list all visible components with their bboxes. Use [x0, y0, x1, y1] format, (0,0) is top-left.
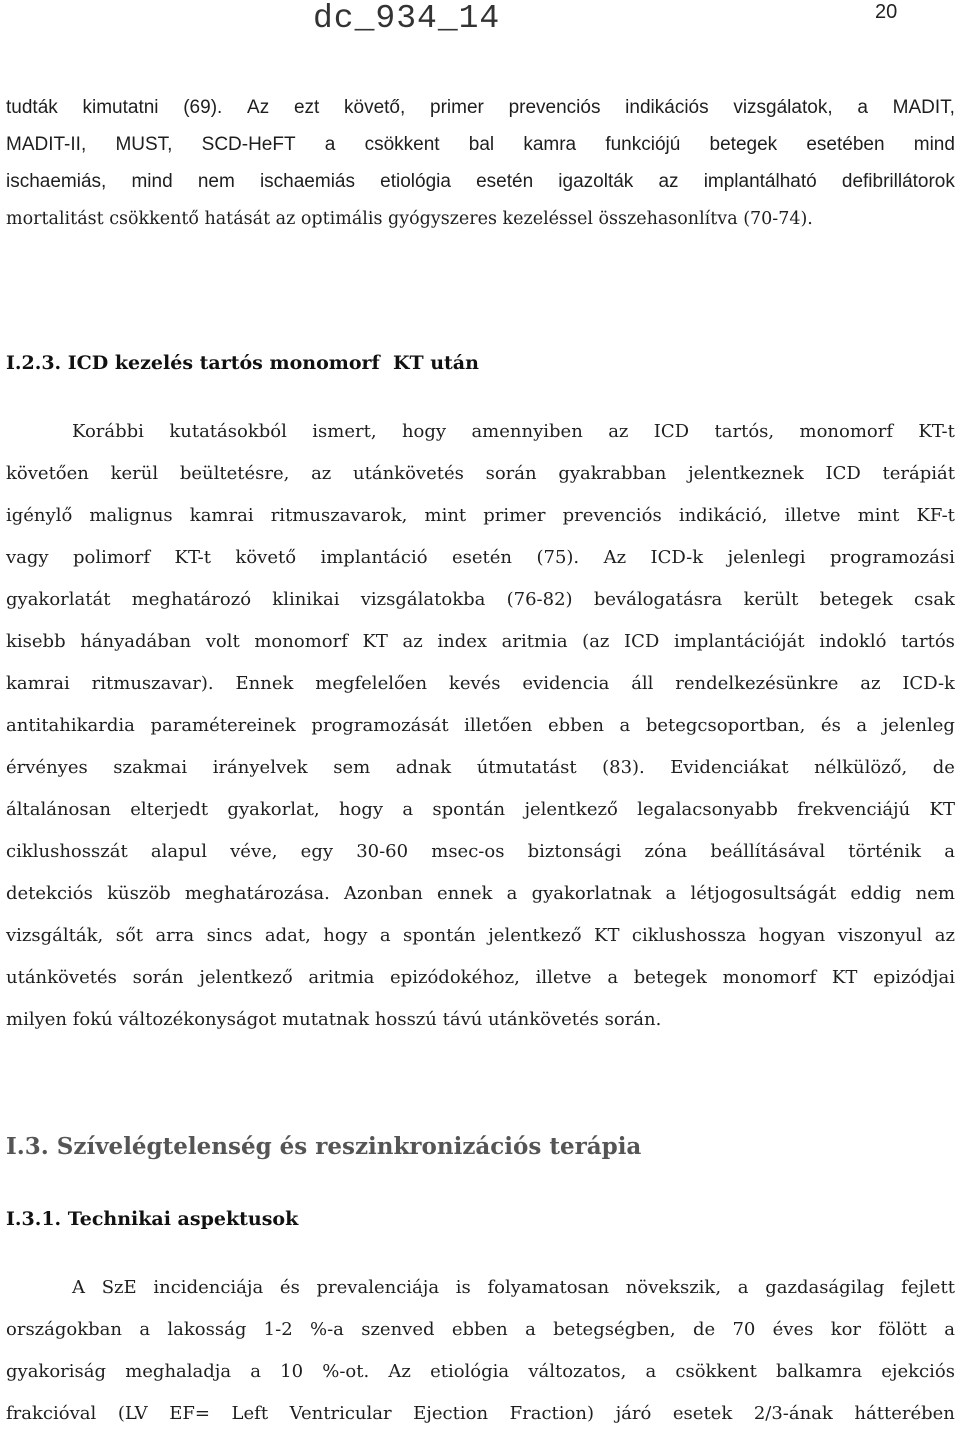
- word: folyamatosan: [487, 1276, 610, 1298]
- word: jelenleg: [882, 714, 955, 736]
- word: Ventricular: [289, 1402, 392, 1424]
- word: lakosság: [167, 1318, 247, 1340]
- text-line: [6, 872, 955, 914]
- word: (69).: [183, 96, 223, 118]
- word: de: [692, 1318, 716, 1340]
- word: a: [607, 966, 619, 988]
- word: az: [860, 672, 881, 694]
- word: az: [311, 462, 332, 484]
- text-line: [6, 830, 955, 872]
- section-heading-i31: I.3.1. Technikai aspektusok: [6, 1208, 299, 1230]
- word: zóna: [644, 840, 688, 862]
- word: beválogatásra: [593, 588, 723, 610]
- word: 30-60: [356, 840, 409, 862]
- word: jelentkező: [199, 966, 293, 988]
- word: malignus: [89, 504, 173, 526]
- word: arra: [155, 924, 195, 946]
- word: programozását: [311, 714, 449, 736]
- word: epizódjai: [873, 966, 955, 988]
- word: implantációját: [673, 630, 805, 652]
- word: incidenciája: [153, 1276, 264, 1298]
- paragraph-icd: [6, 410, 955, 1040]
- word: de: [932, 756, 955, 778]
- word: Fraction): [509, 1402, 594, 1424]
- word: epizódokéhoz,: [390, 966, 520, 988]
- word: kamrai: [6, 672, 70, 694]
- word: monomorf: [799, 420, 894, 442]
- word: az: [402, 630, 423, 652]
- word: ciklushossza: [631, 924, 747, 946]
- word: legalacsonyabb: [637, 798, 778, 820]
- word: küszöb: [107, 882, 171, 904]
- word: MADIT-II,: [6, 133, 87, 155]
- word: jelenlegi: [727, 546, 806, 568]
- word: meghatározása.: [184, 882, 330, 904]
- text-line: [6, 620, 955, 662]
- word: követő: [235, 546, 297, 568]
- word: gazdaságilag: [765, 1276, 885, 1298]
- word: frekvenciájú: [797, 798, 911, 820]
- text-line: [6, 410, 955, 452]
- text-line: [6, 536, 955, 578]
- word: illetve: [784, 504, 841, 526]
- word: csak: [914, 588, 955, 610]
- word: követően: [6, 462, 89, 484]
- word: Korábbi: [72, 420, 144, 442]
- word: defibrillátorok: [841, 170, 955, 192]
- text-line: [6, 746, 955, 788]
- word: kimutatni: [82, 96, 159, 118]
- word: a: [856, 714, 868, 736]
- word: során: [132, 966, 184, 988]
- paragraph-intro: [6, 89, 955, 237]
- word: spontán: [432, 798, 506, 820]
- word: implantáció: [320, 546, 428, 568]
- word: ezt: [293, 96, 320, 118]
- word: MUST,: [115, 133, 173, 155]
- word: járó: [615, 1402, 652, 1424]
- word: ischaemiás,: [6, 170, 107, 192]
- word: hogyan: [758, 924, 826, 946]
- word: gyakorlatnak: [531, 882, 652, 904]
- word: jelentkező: [488, 924, 582, 946]
- text-line: [6, 452, 955, 494]
- word: sincs: [206, 924, 253, 946]
- word: kisebb: [6, 630, 66, 652]
- word: az: [934, 924, 955, 946]
- word: követő,: [344, 96, 406, 118]
- word: volt: [205, 630, 240, 652]
- word: KT: [831, 966, 858, 988]
- word: aritmia: [308, 966, 375, 988]
- word: betegségben,: [553, 1318, 676, 1340]
- word: eddig: [850, 882, 902, 904]
- word: evidencia: [522, 672, 610, 694]
- word: csökkent: [364, 133, 440, 155]
- word: betegek: [709, 133, 778, 155]
- word: esetén: [452, 546, 513, 568]
- word: a: [944, 1318, 955, 1340]
- word: kamra: [523, 133, 577, 155]
- word: került: [743, 588, 799, 610]
- word: monomorf: [254, 630, 348, 652]
- word: és: [820, 714, 841, 736]
- word: illetően: [464, 714, 533, 736]
- word: ismert,: [312, 420, 377, 442]
- word: igénylő: [6, 504, 73, 526]
- word: ritmuszavarok,: [270, 504, 408, 526]
- word: mint: [424, 504, 467, 526]
- word: esetében: [806, 133, 885, 155]
- word: irányelvek: [212, 756, 308, 778]
- word: amennyiben: [471, 420, 583, 442]
- word: frakcióval: [6, 1402, 97, 1424]
- text-line: [6, 578, 955, 620]
- word: Az: [603, 546, 627, 568]
- word: biztonsági: [527, 840, 622, 862]
- word: országokban: [6, 1318, 123, 1340]
- word: a: [379, 924, 391, 946]
- word: változatos,: [528, 1360, 627, 1382]
- word: meghatározó: [131, 588, 252, 610]
- word: beállításával: [710, 840, 826, 862]
- word: az: [608, 420, 629, 442]
- word: a: [250, 1360, 261, 1382]
- word: prevenciós: [508, 96, 601, 118]
- word: adat,: [264, 924, 311, 946]
- document-id: dc_934_14: [313, 0, 501, 37]
- text-line: [6, 494, 955, 536]
- word: rendelkezésünkre: [675, 672, 839, 694]
- word: Left: [231, 1402, 269, 1424]
- word: nélkülöző,: [814, 756, 908, 778]
- word: programozási: [829, 546, 955, 568]
- word: kutatásokból: [169, 420, 287, 442]
- word: tartós,: [714, 420, 775, 442]
- word: ennek: [437, 882, 493, 904]
- word: indokló: [819, 630, 887, 652]
- text-line: [6, 126, 955, 163]
- word: balkamra: [776, 1360, 863, 1382]
- word: EF=: [169, 1402, 210, 1424]
- word: a: [737, 1276, 749, 1298]
- word: ICD-k: [902, 672, 955, 694]
- paragraph-technical: [6, 1266, 955, 1434]
- word: a: [139, 1318, 151, 1340]
- word: gyakoriság: [6, 1360, 107, 1382]
- word: alapul: [150, 840, 207, 862]
- word: KT: [362, 630, 388, 652]
- word: KT-t: [174, 546, 211, 568]
- word: indikációs: [625, 96, 709, 118]
- word: ritmuszavar).: [91, 672, 214, 694]
- word: vizsgálták,: [6, 924, 104, 946]
- word: mint: [857, 504, 900, 526]
- text-line: [6, 1308, 955, 1350]
- word: kor: [830, 1318, 862, 1340]
- word: terápiát: [882, 462, 955, 484]
- word: során: [485, 462, 537, 484]
- word: 2/3-ának: [753, 1402, 833, 1424]
- word: index: [437, 630, 488, 652]
- word: nem: [915, 882, 955, 904]
- text-line: [6, 662, 955, 704]
- word: hogy: [338, 798, 384, 820]
- word: Az: [247, 96, 270, 118]
- word: igazolták: [558, 170, 634, 192]
- text-line: [6, 1392, 955, 1434]
- word: a: [525, 1318, 536, 1340]
- word: viszonyul: [837, 924, 923, 946]
- word: betegek: [633, 966, 707, 988]
- word: betegcsoportban,: [645, 714, 806, 736]
- word: KT: [929, 798, 955, 820]
- word: utánkövetés: [353, 462, 464, 484]
- word: is: [455, 1276, 471, 1298]
- word: a: [665, 882, 677, 904]
- word: jelentkeznek: [688, 462, 804, 484]
- word: ciklushosszát: [6, 840, 128, 862]
- word: Evidenciákat: [670, 756, 789, 778]
- word: primer: [483, 504, 546, 526]
- word: vizsgálatok,: [733, 96, 833, 118]
- word: prevalenciája: [316, 1276, 440, 1298]
- word: nem: [197, 170, 235, 192]
- word: aritmia: [501, 630, 568, 652]
- word: betegek: [819, 588, 893, 610]
- word: gyakorlatát: [6, 588, 111, 610]
- word: implantálható: [703, 170, 817, 192]
- word: történik: [848, 840, 922, 862]
- word: ebben: [451, 1318, 508, 1340]
- section-heading-i23: I.2.3. ICD kezelés tartós monomorf KT után: [6, 352, 479, 374]
- word: véve,: [230, 840, 278, 862]
- word: egy: [300, 840, 334, 862]
- word: hogy: [401, 420, 447, 442]
- text-line: [6, 956, 955, 998]
- word: hátterében: [854, 1402, 955, 1424]
- word: antitahikardia: [6, 714, 135, 736]
- word: etiológia: [430, 1360, 510, 1382]
- word: KF-t: [916, 504, 955, 526]
- word: bal: [468, 133, 495, 155]
- word: Ennek: [235, 672, 294, 694]
- page-number: 20: [875, 1, 898, 23]
- word: (az: [582, 630, 610, 652]
- word: és: [279, 1276, 300, 1298]
- text-line: [6, 89, 955, 126]
- word: kerül: [110, 462, 159, 484]
- word: általánosan: [6, 798, 111, 820]
- word: (75).: [536, 546, 580, 568]
- text-line: milyen fokú változékonyságot mutatnak hosszú távú utánkövetés során.: [6, 1008, 662, 1030]
- word: a: [506, 882, 518, 904]
- word: %-a: [309, 1318, 344, 1340]
- word: klinikai: [272, 588, 340, 610]
- word: szakmai: [113, 756, 188, 778]
- word: spontán: [403, 924, 476, 946]
- word: a: [324, 133, 336, 155]
- word: a: [857, 96, 868, 118]
- word: sem: [333, 756, 371, 778]
- word: megfelelően: [315, 672, 428, 694]
- word: MADIT,: [892, 96, 955, 118]
- word: KT-t: [918, 420, 955, 442]
- text-line: [6, 163, 955, 200]
- word: polimorf: [73, 546, 151, 568]
- word: beültetésre,: [179, 462, 290, 484]
- text-line: [6, 788, 955, 830]
- word: esetek: [672, 1402, 733, 1424]
- word: mind: [913, 133, 955, 155]
- text-line: [6, 1350, 955, 1392]
- word: ICD: [825, 462, 861, 484]
- word: ICD-k: [650, 546, 704, 568]
- word: tudták: [6, 96, 58, 118]
- word: elterjedt: [130, 798, 209, 820]
- word: (LV: [117, 1402, 148, 1424]
- word: A: [72, 1276, 85, 1298]
- word: vizsgálatokba: [360, 588, 486, 610]
- word: fölött: [878, 1318, 927, 1340]
- word: 1-2: [263, 1318, 293, 1340]
- word: az: [658, 170, 679, 192]
- word: (83).: [602, 756, 645, 778]
- word: KT: [594, 924, 620, 946]
- word: érvényes: [6, 756, 88, 778]
- word: primer: [430, 96, 484, 118]
- word: esetén: [476, 170, 534, 192]
- word: illetve: [535, 966, 592, 988]
- word: utánkövetés: [6, 966, 117, 988]
- word: jelentkező: [524, 798, 618, 820]
- word: a: [944, 840, 955, 862]
- text-line: [6, 1266, 955, 1308]
- text-line: mortalitást csökkentő hatását az optimális gyógyszeres kezeléssel összehasonlítva (70-74).: [6, 208, 813, 229]
- word: hogy: [323, 924, 368, 946]
- word: %-ot.: [322, 1360, 370, 1382]
- word: SzE: [101, 1276, 137, 1298]
- word: meghaladja: [125, 1360, 232, 1382]
- word: hányadában: [80, 630, 192, 652]
- word: funkciójú: [605, 133, 681, 155]
- word: (76-82): [506, 588, 573, 610]
- word: ICD: [653, 420, 690, 442]
- word: 70: [732, 1318, 756, 1340]
- word: Azonban: [344, 882, 423, 904]
- word: a: [619, 714, 631, 736]
- word: növekszik,: [625, 1276, 722, 1298]
- word: 10: [280, 1360, 304, 1382]
- word: a: [402, 798, 414, 820]
- word: éves: [772, 1318, 814, 1340]
- word: a: [645, 1360, 657, 1382]
- word: Az: [388, 1360, 411, 1382]
- word: sőt: [115, 924, 144, 946]
- word: ischaemiás: [259, 170, 355, 192]
- word: tartós: [901, 630, 955, 652]
- word: kevés: [448, 672, 501, 694]
- word: szenved: [361, 1318, 435, 1340]
- word: ejekciós: [881, 1360, 955, 1382]
- word: etiológia: [380, 170, 451, 192]
- word: detekciós: [6, 882, 93, 904]
- word: ebben: [547, 714, 604, 736]
- text-line: [6, 914, 955, 956]
- word: Ejection: [413, 1402, 489, 1424]
- word: gyakrabban: [558, 462, 667, 484]
- word: gyakorlat,: [227, 798, 320, 820]
- word: ICD: [624, 630, 660, 652]
- word: indikáció,: [678, 504, 768, 526]
- section-heading-i3: I.3. Szívelégtelenség és reszinkronizációs terápia: [6, 1133, 642, 1160]
- text-line: [6, 704, 955, 746]
- word: létjogosultságát: [690, 882, 837, 904]
- word: adnak: [395, 756, 452, 778]
- word: áll: [631, 672, 654, 694]
- word: prevenciós: [562, 504, 662, 526]
- word: SCD-HeFT: [201, 133, 296, 155]
- word: fejlett: [901, 1276, 955, 1298]
- word: msec-os: [431, 840, 505, 862]
- word: kamrai: [189, 504, 254, 526]
- word: vagy: [6, 546, 49, 568]
- word: útmutatást: [476, 756, 577, 778]
- word: monomorf: [722, 966, 817, 988]
- word: paramétereinek: [150, 714, 296, 736]
- word: mind: [131, 170, 173, 192]
- word: csökkent: [675, 1360, 757, 1382]
